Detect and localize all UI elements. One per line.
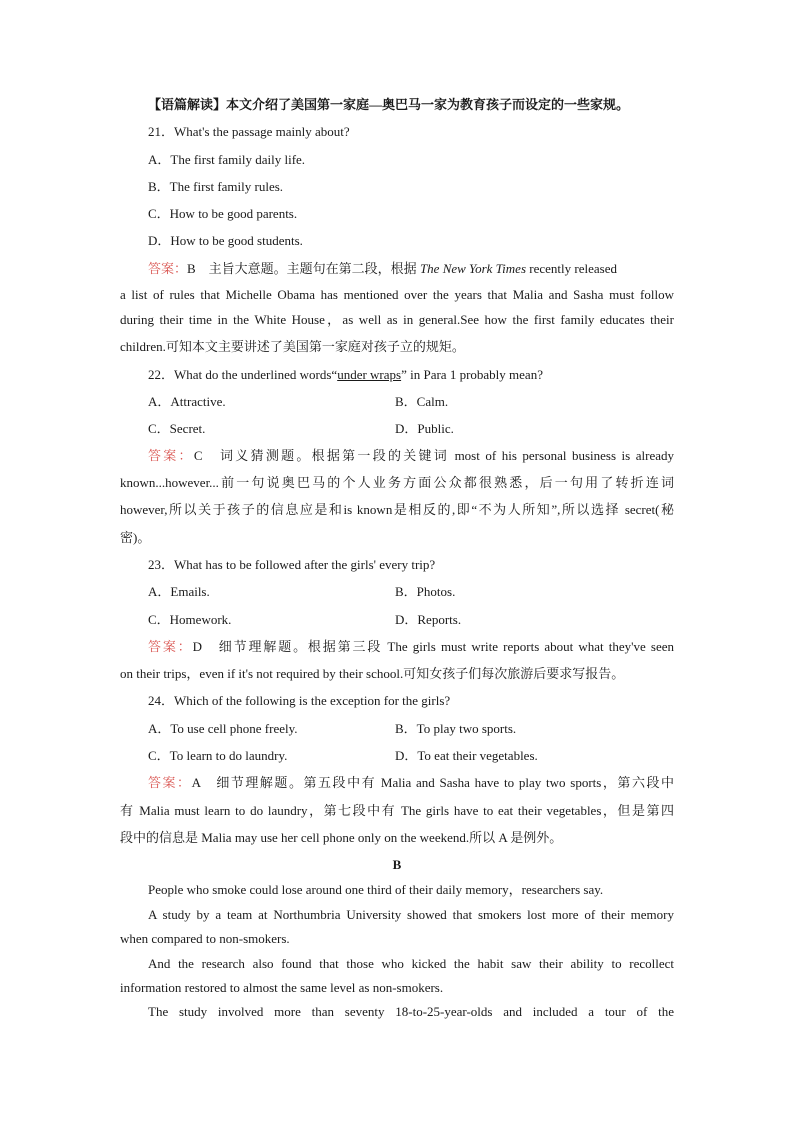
q22-answer-line-3: however,所以关于孩子的信息应是和is known是相反的,即“不为人所知”,所以选择 secret(秘 bbox=[120, 502, 674, 517]
section-b-paragraph-1: People who smoke could lose around one third of their daily memory，researchers say. bbox=[148, 882, 604, 897]
q21-answer-line-3: during their time in the White House，as well as in general.See how the first family educates their bbox=[120, 312, 674, 327]
section-b-paragraph-3-line-2: information restored to almost the same level as non-smokers. bbox=[120, 980, 444, 995]
q21-option-b: B．The first family rules. bbox=[148, 179, 284, 194]
q22-answer-line-4: 密)。 bbox=[120, 530, 151, 545]
q24-answer-line-3: 段中的信息是 Malia may use her cell phone only on the weekend.所以 A 是例外。 bbox=[120, 830, 563, 845]
q23-option-c: C．Homework. bbox=[148, 612, 232, 627]
section-b-paragraph-2-line-1: A study by a team at Northumbria University showed that smokers lost more of their memory bbox=[148, 907, 674, 922]
q23-answer-line-2: on their trips，even if it's not required by their school.可知女孩子们每次旅游后要求写报告。 bbox=[120, 666, 625, 681]
q22-option-d: D．Public. bbox=[395, 421, 454, 436]
q22-option-b: B．Calm. bbox=[395, 394, 449, 409]
q21-option-c: C．How to be good parents. bbox=[148, 206, 298, 221]
question-23: 23．What has to be followed after the girls' every trip? bbox=[148, 557, 436, 572]
section-b-paragraph-3-line-1: And the research also found that those who kicked the habit saw their ability to recollect bbox=[148, 956, 674, 971]
q24-answer-line-2: 有 Malia must learn to do laundry，第七段中有 The girls have to eat their vegetables，但是第四 bbox=[120, 803, 674, 818]
q22-option-a: A．Attractive. bbox=[148, 394, 226, 409]
q24-option-c: C．To learn to do laundry. bbox=[148, 748, 288, 763]
q24-option-b: B．To play two sports. bbox=[395, 721, 517, 736]
passage-intro: 【语篇解读】本文介绍了美国第一家庭—奥巴马一家为教育孩子而设定的一些家规。 bbox=[148, 97, 630, 112]
q24-answer-line-1: 答案：A 细节理解题。第五段中有 Malia and Sasha have to play two sports，第六段中 bbox=[148, 775, 674, 790]
q22-answer-line-2: known...however...前一句说奥巴马的个人业务方面公众都很熟悉，后一句用了转折连词 bbox=[120, 475, 674, 490]
q24-option-a: A．To use cell phone freely. bbox=[148, 721, 298, 736]
underlined-phrase: under wraps bbox=[337, 367, 402, 382]
question-21: 21．What's the passage mainly about? bbox=[148, 124, 350, 139]
answer-label: 答案： bbox=[148, 261, 188, 276]
q21-option-a: A．The first family daily life. bbox=[148, 152, 306, 167]
q23-option-b: B．Photos. bbox=[395, 584, 456, 599]
question-24: 24．Which of the following is the exception for the girls? bbox=[148, 693, 451, 708]
q22-answer-line-1: 答案：C 词义猜测题。根据第一段的关键词 most of his personal business is already bbox=[148, 448, 674, 463]
question-22: 22．What do the underlined words“under wraps” in Para 1 probably mean? bbox=[148, 367, 543, 382]
q21-answer-line-2: a list of rules that Michelle Obama has mentioned over the years that Malia and Sasha must follow bbox=[120, 287, 674, 302]
newspaper-title: The New York Times bbox=[419, 261, 527, 276]
q23-answer-line-1: 答案：D 细节理解题。根据第三段 The girls must write reports about what they've seen bbox=[148, 639, 674, 654]
q23-option-a: A．Emails. bbox=[148, 584, 210, 599]
section-b-paragraph-4-line-1: The study involved more than seventy 18-to-25-year-olds and included a tour of the bbox=[148, 1004, 674, 1019]
q24-option-d: D．To eat their vegetables. bbox=[395, 748, 538, 763]
q21-option-d: D．How to be good students. bbox=[148, 233, 303, 248]
section-b-heading: B bbox=[392, 857, 402, 872]
section-b-paragraph-2-line-2: when compared to non-smokers. bbox=[120, 931, 290, 946]
q21-answer-line-1: 答案：B 主旨大意题。主题句在第二段，根据 The New York Times recently released bbox=[148, 261, 617, 276]
q21-answer-line-4: children.可知本文主要讲述了美国第一家庭对孩子立的规矩。 bbox=[120, 339, 465, 354]
q23-option-d: D．Reports. bbox=[395, 612, 462, 627]
q22-option-c: C．Secret. bbox=[148, 421, 206, 436]
